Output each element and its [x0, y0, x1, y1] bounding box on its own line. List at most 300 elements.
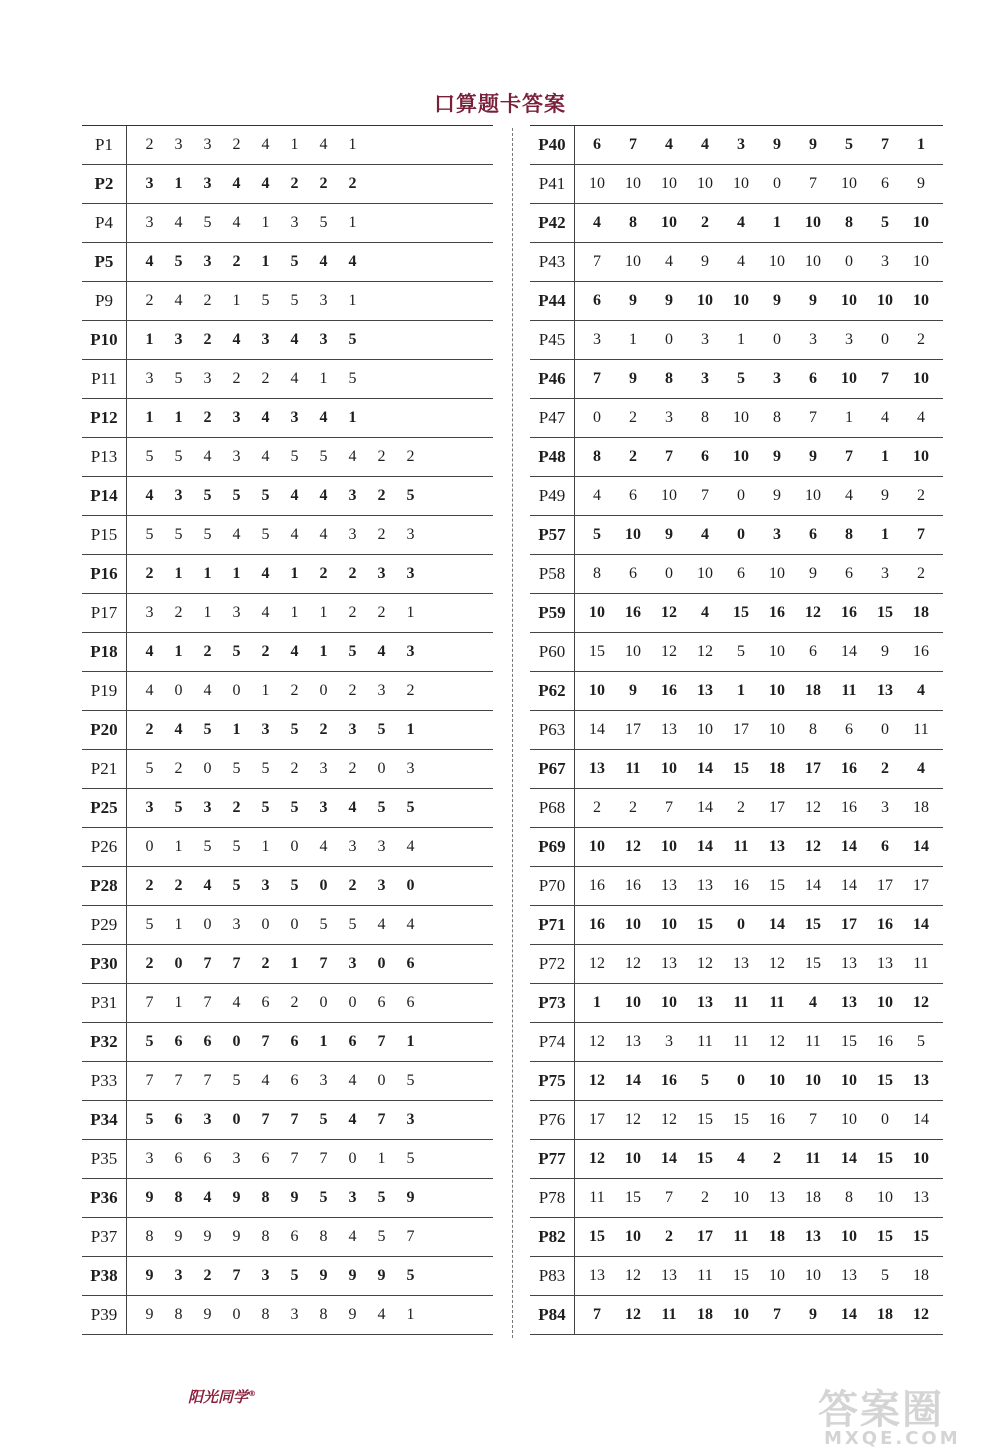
answer-row [530, 438, 943, 477]
page-label: P75 [530, 1062, 575, 1100]
answer-value: 5 [203, 838, 212, 855]
page-label: P11 [82, 360, 127, 398]
answer-value: 5 [348, 916, 357, 933]
answer-value: 15 [697, 1111, 713, 1128]
answer-value: 2 [145, 721, 154, 738]
answer-value: 3 [406, 1111, 415, 1128]
page-label: P59 [530, 594, 575, 632]
answer-row [530, 1023, 943, 1062]
answer-value: 1 [845, 409, 853, 426]
answer-value: 4 [406, 838, 415, 855]
page-label: P74 [530, 1023, 575, 1061]
answer-value: 14 [769, 916, 785, 933]
answer-row [530, 672, 943, 711]
answer-value: 4 [145, 682, 154, 699]
answer-value: 0 [377, 955, 386, 972]
answer-value: 1 [174, 994, 183, 1011]
answer-value: 4 [809, 994, 817, 1011]
answer-value: 12 [589, 1072, 605, 1089]
answer-value: 3 [348, 1189, 357, 1206]
answer-row [82, 126, 493, 165]
answer-value: 13 [589, 760, 605, 777]
answer-value: 17 [805, 760, 821, 777]
answer-value: 2 [701, 1189, 709, 1206]
answer-value: 5 [319, 448, 328, 465]
answer-row [530, 360, 943, 399]
answer-value: 5 [406, 799, 415, 816]
answer-value: 6 [809, 370, 817, 387]
answer-value: 0 [290, 838, 299, 855]
answer-value: 3 [261, 331, 270, 348]
answer-value: 3 [348, 526, 357, 543]
answer-row [82, 984, 493, 1023]
answer-value: 9 [145, 1306, 154, 1323]
answer-value: 7 [881, 370, 889, 387]
answer-value: 15 [733, 604, 749, 621]
answer-value: 7 [406, 1228, 415, 1245]
answer-value: 10 [769, 1267, 785, 1284]
answer-value: 18 [913, 604, 929, 621]
answer-value: 2 [232, 136, 241, 153]
answer-value: 3 [377, 877, 386, 894]
answer-value: 9 [145, 1267, 154, 1284]
answer-value: 17 [769, 799, 785, 816]
answer-value: 3 [377, 682, 386, 699]
answer-row [530, 711, 943, 750]
answer-row [530, 204, 943, 243]
answer-value: 10 [661, 994, 677, 1011]
answer-value: 16 [877, 1033, 893, 1050]
answer-value: 2 [290, 760, 299, 777]
answer-row [82, 594, 493, 633]
answer-value: 2 [348, 175, 357, 192]
answer-value: 5 [261, 292, 270, 309]
answer-value: 8 [845, 1189, 853, 1206]
answer-value: 6 [174, 1033, 183, 1050]
answer-row [82, 1179, 493, 1218]
answer-value: 2 [290, 682, 299, 699]
answer-value: 4 [203, 877, 212, 894]
answer-value: 2 [174, 760, 183, 777]
answer-value: 0 [174, 682, 183, 699]
answer-row [530, 984, 943, 1023]
answer-value: 6 [809, 643, 817, 660]
page-label: P67 [530, 750, 575, 788]
answer-value: 2 [348, 760, 357, 777]
answer-value: 6 [701, 448, 709, 465]
answer-value: 3 [665, 409, 673, 426]
answer-value: 3 [406, 565, 415, 582]
answer-value: 3 [145, 604, 154, 621]
answer-value: 4 [881, 409, 889, 426]
answer-value: 3 [203, 799, 212, 816]
answer-value: 5 [290, 1267, 299, 1284]
answer-value: 9 [809, 1306, 817, 1323]
page-label: P70 [530, 867, 575, 905]
answer-value: 0 [665, 331, 673, 348]
answer-row [530, 516, 943, 555]
answer-value: 1 [290, 604, 299, 621]
answer-value: 1 [261, 253, 270, 270]
answer-value: 5 [881, 214, 889, 231]
answer-value: 1 [348, 409, 357, 426]
answer-value: 1 [290, 565, 299, 582]
answer-value: 8 [845, 526, 853, 543]
answer-value: 13 [697, 682, 713, 699]
answer-value: 4 [377, 1306, 386, 1323]
answer-value: 4 [319, 838, 328, 855]
answer-value: 6 [261, 994, 270, 1011]
page-label: P42 [530, 204, 575, 242]
answer-value: 7 [665, 448, 673, 465]
answer-value: 7 [377, 1033, 386, 1050]
answer-value: 7 [593, 253, 601, 270]
answer-value: 9 [348, 1267, 357, 1284]
page-label: P10 [82, 321, 127, 359]
page-label: P29 [82, 906, 127, 944]
answer-value: 15 [877, 1228, 893, 1245]
answer-value: 10 [805, 253, 821, 270]
answer-value: 2 [377, 487, 386, 504]
answer-value: 14 [913, 1111, 929, 1128]
page-label: P26 [82, 828, 127, 866]
answer-value: 8 [145, 1228, 154, 1245]
answer-value: 9 [773, 487, 781, 504]
answer-values [575, 1150, 943, 1168]
answer-value: 9 [629, 370, 637, 387]
answer-value: 4 [917, 682, 925, 699]
answer-value: 10 [877, 292, 893, 309]
page-label: P4 [82, 204, 127, 242]
answer-row [82, 711, 493, 750]
answer-value: 0 [377, 760, 386, 777]
answer-value: 10 [913, 214, 929, 231]
answer-value: 3 [232, 604, 241, 621]
page-label: P35 [82, 1140, 127, 1178]
answer-value: 7 [145, 994, 154, 1011]
page-label: P82 [530, 1218, 575, 1256]
answer-value: 8 [773, 409, 781, 426]
answer-values [127, 565, 425, 583]
answer-value: 15 [589, 1228, 605, 1245]
answer-value: 6 [881, 175, 889, 192]
answer-value: 1 [203, 604, 212, 621]
answer-value: 10 [697, 292, 713, 309]
answer-values [127, 994, 425, 1012]
answer-value: 10 [841, 175, 857, 192]
answer-row [530, 1101, 943, 1140]
answer-value: 9 [406, 1189, 415, 1206]
answer-value: 5 [174, 370, 183, 387]
answer-value: 10 [913, 370, 929, 387]
answer-values [575, 604, 943, 622]
answer-values [575, 838, 943, 856]
answer-value: 4 [319, 487, 328, 504]
answer-values [575, 1033, 943, 1051]
answer-value: 0 [203, 916, 212, 933]
page-label: P72 [530, 945, 575, 983]
answer-value: 4 [701, 604, 709, 621]
answer-value: 1 [145, 409, 154, 426]
answer-value: 1 [881, 448, 889, 465]
answer-values [575, 370, 943, 388]
answer-values [127, 760, 425, 778]
answer-value: 4 [593, 214, 601, 231]
answer-value: 4 [406, 916, 415, 933]
answer-value: 4 [145, 253, 154, 270]
answer-value: 6 [377, 994, 386, 1011]
answer-values [575, 721, 943, 739]
answer-value: 10 [733, 409, 749, 426]
answer-value: 7 [809, 409, 817, 426]
answer-value: 4 [348, 1072, 357, 1089]
answer-value: 3 [319, 1072, 328, 1089]
answer-value: 7 [174, 1072, 183, 1089]
answer-value: 5 [145, 448, 154, 465]
answer-value: 2 [203, 643, 212, 660]
answer-value: 0 [290, 916, 299, 933]
answer-value: 10 [733, 1306, 749, 1323]
answer-value: 9 [881, 487, 889, 504]
answer-value: 18 [805, 682, 821, 699]
answer-value: 7 [845, 448, 853, 465]
answer-value: 2 [145, 565, 154, 582]
answer-row [530, 750, 943, 789]
answer-value: 14 [697, 838, 713, 855]
brand-name: 阳光同学 [188, 1388, 249, 1406]
answer-value: 9 [665, 292, 673, 309]
answer-value: 4 [290, 331, 299, 348]
answer-value: 11 [805, 1033, 821, 1050]
answer-value: 10 [625, 1228, 641, 1245]
answer-value: 1 [174, 409, 183, 426]
answer-row [82, 672, 493, 711]
answer-value: 5 [290, 721, 299, 738]
answer-value: 3 [319, 760, 328, 777]
answer-value: 15 [733, 760, 749, 777]
answer-row [82, 1023, 493, 1062]
answer-value: 16 [625, 877, 641, 894]
answer-value: 7 [593, 370, 601, 387]
answer-value: 5 [406, 1150, 415, 1167]
answer-value: 8 [665, 370, 673, 387]
answer-value: 5 [232, 760, 241, 777]
answer-value: 14 [841, 1306, 857, 1323]
page-label: P71 [530, 906, 575, 944]
page-label: P45 [530, 321, 575, 359]
answer-row [82, 1257, 493, 1296]
answer-value: 12 [805, 604, 821, 621]
answer-value: 15 [805, 916, 821, 933]
answer-value: 12 [697, 955, 713, 972]
page-label: P69 [530, 828, 575, 866]
answer-value: 3 [203, 136, 212, 153]
answer-value: 3 [319, 799, 328, 816]
answer-value: 7 [701, 487, 709, 504]
page-label: P47 [530, 399, 575, 437]
answer-value: 8 [319, 1306, 328, 1323]
answer-value: 3 [377, 838, 386, 855]
answer-value: 16 [877, 916, 893, 933]
answer-value: 0 [232, 682, 241, 699]
answer-value: 6 [593, 292, 601, 309]
answer-value: 2 [917, 487, 925, 504]
answer-value: 6 [406, 994, 415, 1011]
answer-value: 10 [913, 448, 929, 465]
answer-value: 11 [913, 955, 929, 972]
answer-values [127, 409, 367, 427]
answer-value: 2 [145, 136, 154, 153]
answer-value: 10 [625, 175, 641, 192]
answer-value: 5 [174, 448, 183, 465]
answer-value: 10 [805, 1267, 821, 1284]
answer-values [127, 370, 367, 388]
answer-row [530, 165, 943, 204]
answer-value: 5 [290, 799, 299, 816]
answer-values [575, 214, 943, 232]
answer-value: 5 [174, 526, 183, 543]
answer-value: 5 [377, 1228, 386, 1245]
answer-value: 1 [290, 136, 299, 153]
answer-value: 4 [348, 1228, 357, 1245]
answer-value: 13 [697, 877, 713, 894]
answer-value: 13 [697, 994, 713, 1011]
answer-value: 12 [625, 1267, 641, 1284]
answer-value: 5 [737, 370, 745, 387]
answer-value: 8 [261, 1228, 270, 1245]
answer-value: 10 [625, 916, 641, 933]
page-label: P57 [530, 516, 575, 554]
answer-value: 3 [348, 955, 357, 972]
answer-value: 6 [174, 1111, 183, 1128]
answer-values [127, 214, 367, 232]
answer-value: 11 [769, 994, 785, 1011]
page-label: P28 [82, 867, 127, 905]
answer-value: 4 [348, 1111, 357, 1128]
answer-values [575, 565, 943, 583]
answer-value: 15 [733, 1267, 749, 1284]
answer-value: 2 [377, 526, 386, 543]
answer-row [530, 321, 943, 360]
answer-value: 9 [809, 292, 817, 309]
answer-value: 5 [203, 721, 212, 738]
answer-values [575, 1111, 943, 1129]
answer-value: 14 [697, 799, 713, 816]
answer-values [127, 721, 425, 739]
answer-value: 11 [697, 1033, 713, 1050]
answer-value: 11 [733, 1033, 749, 1050]
answer-value: 5 [348, 643, 357, 660]
answer-value: 12 [805, 799, 821, 816]
page-label: P46 [530, 360, 575, 398]
answer-row [82, 867, 493, 906]
answer-value: 3 [203, 253, 212, 270]
answer-value: 7 [290, 1150, 299, 1167]
page-label: P68 [530, 789, 575, 827]
answer-value: 1 [232, 565, 241, 582]
answer-value: 4 [665, 253, 673, 270]
answer-value: 2 [261, 370, 270, 387]
answer-value: 2 [290, 175, 299, 192]
answer-values [127, 448, 425, 466]
answer-value: 4 [737, 253, 745, 270]
answer-value: 15 [805, 955, 821, 972]
answer-value: 0 [319, 877, 328, 894]
answer-value: 2 [701, 214, 709, 231]
answer-value: 0 [203, 760, 212, 777]
answer-value: 0 [406, 877, 415, 894]
answer-values [127, 253, 367, 271]
answer-value: 6 [290, 1072, 299, 1089]
answer-value: 13 [877, 682, 893, 699]
answer-value: 3 [145, 1150, 154, 1167]
answer-value: 3 [232, 448, 241, 465]
answer-value: 12 [625, 955, 641, 972]
answer-values [127, 604, 425, 622]
answer-value: 3 [377, 565, 386, 582]
watermark [818, 1388, 998, 1448]
answer-value: 3 [290, 1306, 299, 1323]
answer-value: 9 [809, 448, 817, 465]
answer-values [127, 487, 425, 505]
answer-value: 17 [733, 721, 749, 738]
answer-value: 12 [769, 1033, 785, 1050]
answer-value: 2 [881, 760, 889, 777]
answer-value: 3 [261, 721, 270, 738]
answer-value: 6 [845, 721, 853, 738]
answer-value: 9 [203, 1228, 212, 1245]
page-label: P18 [82, 633, 127, 671]
answer-value: 9 [232, 1228, 241, 1245]
answer-value: 5 [593, 526, 601, 543]
answer-values [575, 1189, 943, 1207]
answer-value: 18 [913, 799, 929, 816]
answer-value: 3 [348, 721, 357, 738]
page-label: P73 [530, 984, 575, 1022]
page-label: P77 [530, 1140, 575, 1178]
answer-value: 12 [769, 955, 785, 972]
answer-value: 9 [348, 1306, 357, 1323]
answer-value: 13 [661, 721, 677, 738]
page-label: P78 [530, 1179, 575, 1217]
answer-value: 3 [174, 136, 183, 153]
answer-value: 15 [913, 1228, 929, 1245]
answer-value: 1 [261, 682, 270, 699]
answer-value: 6 [290, 1228, 299, 1245]
answer-value: 4 [665, 136, 673, 153]
answer-value: 8 [629, 214, 637, 231]
answer-value: 6 [593, 136, 601, 153]
answer-value: 15 [841, 1033, 857, 1050]
answer-row [530, 399, 943, 438]
answer-value: 6 [737, 565, 745, 582]
answer-values [127, 682, 425, 700]
answer-value: 10 [625, 253, 641, 270]
answer-value: 0 [881, 331, 889, 348]
answer-value: 2 [406, 682, 415, 699]
answer-value: 4 [145, 487, 154, 504]
answer-value: 5 [319, 214, 328, 231]
answer-value: 5 [319, 1189, 328, 1206]
answer-value: 8 [261, 1189, 270, 1206]
answer-value: 10 [625, 526, 641, 543]
answer-value: 4 [348, 448, 357, 465]
answer-value: 2 [261, 955, 270, 972]
answer-value: 5 [232, 1072, 241, 1089]
answer-value: 5 [377, 721, 386, 738]
answer-value: 10 [733, 1189, 749, 1206]
answer-value: 5 [261, 799, 270, 816]
